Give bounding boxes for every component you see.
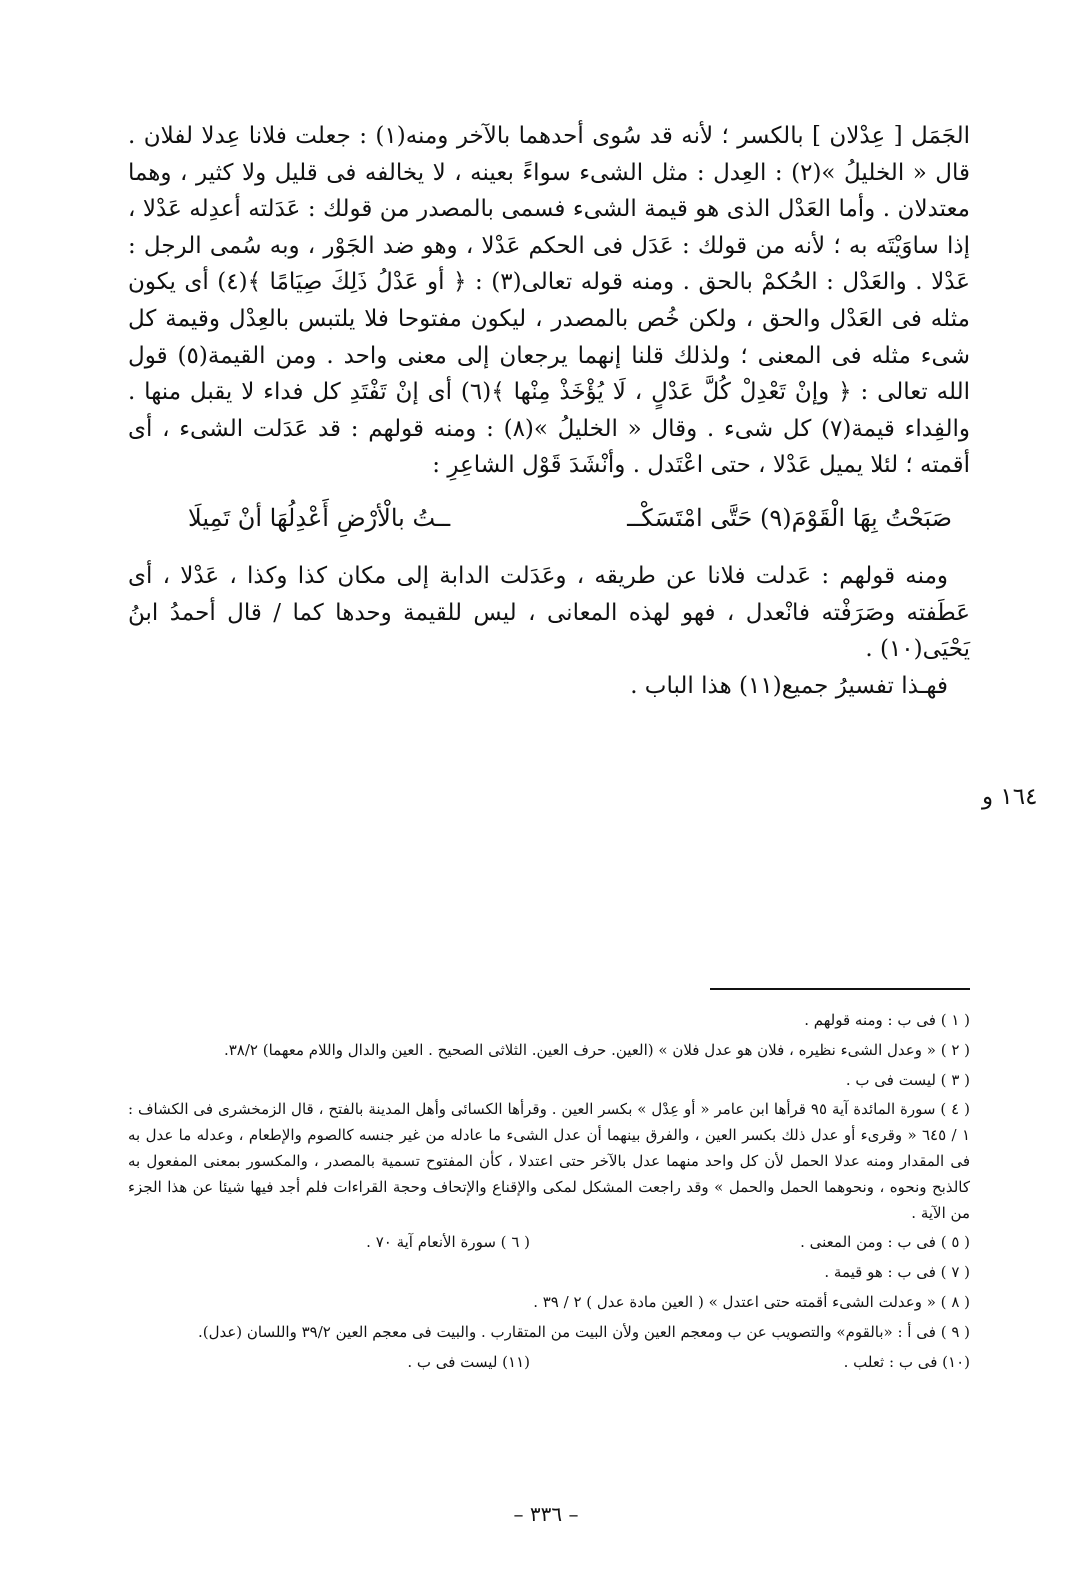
- footnote-7: ( ٧ ) فى ب : هو قيمة .: [824, 1263, 970, 1282]
- footnote-4: ( ٤ ) سورة المائدة آية ٩٥ قرأها ابن عامر « أو عِدْل » بكسر العين . وقرأها الكسائى وأهل المدينة بالفتح ، قال الزمخشرى فى الكشاف : ١ / ٦٤٥ « وقرىء أو عدل ذلك بكسر العين ، والفرق بينهما أن عدل الشىء ما عادله من غير جنسه كالصوم والإطعام ، وعدله ما عدل به فى المقدار ومنه عدلا الحمل لأن كل واحد منهما عدل بالآخر حتى اعتدلا ، كأن المفتوح تسمية بالمصدر ، والمكسور بمعنى المفعول به كالذبح ونحوه ، ونحوهما الحمل والحمل » وقد راجعت المشكل لمكى والإقناع والإتحاف وحجة القراءات فلم أجد فيها شيئا عن هذا الجزء من الآية .: [128, 1100, 971, 1222]
- manuscript-folio-note: ١٦٤ و: [982, 784, 1038, 810]
- footnote-divider: [710, 988, 970, 990]
- footnote-5: ( ٥ ) فى ب : ومن المعنى .: [800, 1233, 970, 1252]
- footnote-row-5-6: [128, 1230, 970, 1256]
- footnote-1: ( ١ ) فى ب : ومنه قولهم .: [804, 1011, 970, 1029]
- paragraph-1: الجَمَل [ عِدْلان ] بالكسر ؛ لأنه قد سُوى أحدهما بالآخر ومنه(١) : جعلت فلانا عِدلا لفلان . قال « الخليلُ »(٢) : العِدل : مثل الشىء سواءً بعينه ، لا يخالفه فى قليل ولا كثير ، وهما معتدلان . وأما العَدْل الذى هو قيمة الشىء فسمى بالمصدر من قولك : عَدَلته أعدِله عَدْلا ، إذا ساوَيْتَه به ؛ لأنه من قولك : عَدَل فى الحكم عَدْلا ، وهو ضد الجَوْر ، وبه سُمى الرجل : عَدْلا . والعَدْل : الحُكمْ بالحق . ومنه قوله تعالى(٣) : ﴿ أو عَدْلُ ذَلِكَ صِيَامًا ﴾(٤) أى يكون مثله فى العَدْل والحق ، ولكن خُص بالمصدر ، ليكون مفتوحا فلا يلتبس بالعِدْل وقيمة كل شىء مثله فى المعنى ؛ ولذلك قلنا إنهما يرجعان إلى معنى واحد . ومن القيمة(٥) قول الله تعالى : ﴿ وإنْ تَعْدِلْ كُلَّ عَدْلٍ ، لَا يُؤْخَذْ مِنْها ﴾(٦) أى إنْ تَفْتَدِ كل فداء لا يقبل منها . والفِداء قيمة(٧) كل شىء . وقال « الخليلُ »(٨) : ومنه قولهم : قد عَدَلت الشىء ، أى أقمته ؛ لئلا يميل عَدْلا ، حتى اعْتَدل . وأنْشَدَ قَوْل الشاعِرِ :: [128, 123, 971, 479]
- footnote-2: ( ٢ ) « وعدل الشىء نظيره ، فلان هو عدل فلان » (العين. حرف العين. الثلاثى الصحيح . العين والدال واللام معهما) ٣٨/٢.: [223, 1040, 970, 1059]
- verse-second-hemistich: ــتُ بالْأرْضِ أَعْدِلُهَا أنْ تَمِيلَا: [188, 503, 451, 532]
- footnotes: [128, 1008, 970, 1380]
- main-text: [128, 118, 970, 704]
- footnote-8: ( ٨ ) « وعدلت الشىء أقمته حتى اعتدل » ( العين مادة عدل ) ٢ / ٣٩ .: [533, 1293, 970, 1312]
- footnote-row-10-11: [128, 1350, 970, 1376]
- paragraph-2: ومنه قولهم : عَدلت فلانا عن طريقه ، وعَدَلت الدابة إلى مكان كذا وكذا ، عَدْلا ، أى عَطَفته وصَرَفْته فانْعدل ، فهو لهذه المعانى ، ليس للقيمة وحدها كما / قال أحمدُ ابنُ يَحْيَى(١٠) .: [128, 562, 970, 663]
- footnote-10: (١٠) فى ب : ثعلب .: [843, 1352, 970, 1371]
- footnote-11: (١١) ليست فى ب .: [407, 1352, 530, 1371]
- footnote-3: ( ٣ ) ليست فى ب .: [845, 1070, 970, 1089]
- paragraph-3: فهـذا تفسيرُ جميع(١١) هذا الباب .: [630, 672, 948, 699]
- verse-first-hemistich: صَبَحْتُ بِهَا الْقَوْمَ(٩) حَتَّى امْتَسَكْــ: [627, 503, 952, 532]
- footnote-9: ( ٩ ) فى أ : «بالقوم» والتصويب عن ب ومعجم العين ولأن البيت من المتقارب . والبيت فى معجم العين ٣٩/٢ واللسان (عدل).: [197, 1322, 970, 1341]
- page-number: – ٣٣٦ –: [513, 1502, 579, 1526]
- footnote-6: ( ٦ ) سورة الأنعام آية ٧٠ .: [366, 1233, 530, 1252]
- poetry-verse: [128, 494, 970, 542]
